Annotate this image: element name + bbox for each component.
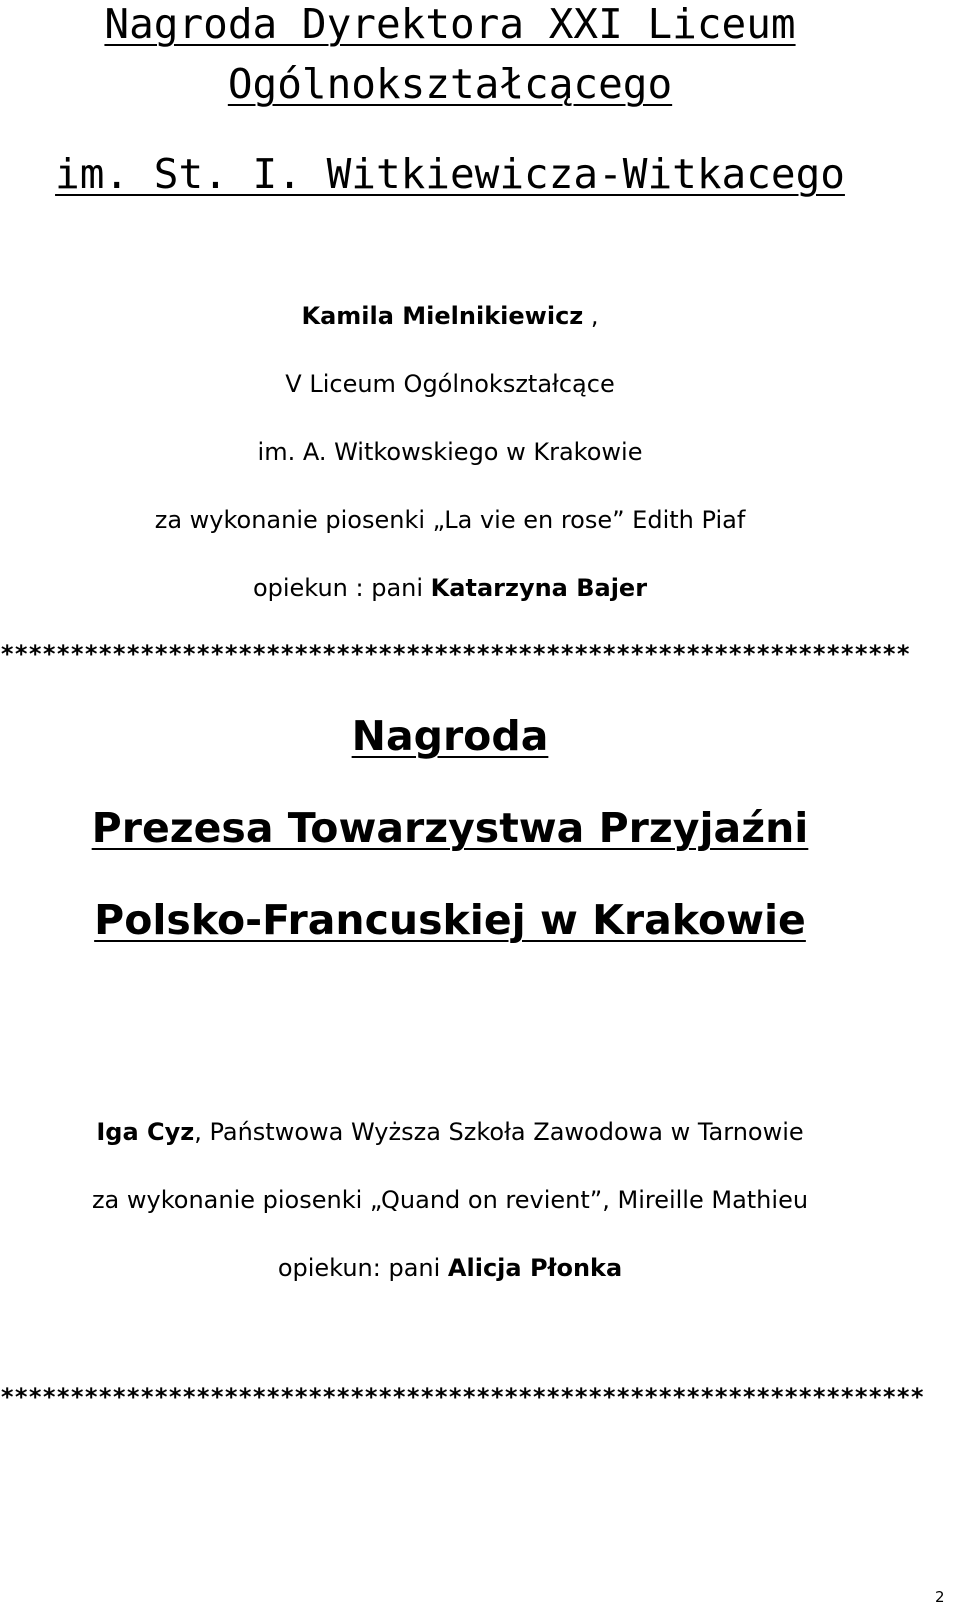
tutor2-line <box>0 1254 900 1282</box>
tutor-prefix: opiekun : pani <box>252 574 431 602</box>
separator-stars-2: ****************************************************************** <box>0 1383 924 1411</box>
page-number: 2 <box>935 1588 945 1606</box>
tutor-line <box>0 574 900 602</box>
school-line-1: V Liceum Ogólnokształcące <box>285 370 615 398</box>
award2-heading-line-2: Prezesa Towarzystwa Przyjaźni <box>91 804 809 852</box>
winner-line <box>0 302 900 330</box>
tutor2-name: Alicja Płonka <box>447 1254 623 1282</box>
separator-stars-1: ***************************************************************** <box>0 640 910 668</box>
winner2-school: , Państwowa Wyższa Szkoła Zawodowa w Tarnowie <box>194 1118 804 1146</box>
tutor-name: Katarzyna Bajer <box>430 574 648 602</box>
school-line-2: im. A. Witkowskiego w Krakowie <box>257 438 643 466</box>
performance2-line: za wykonanie piosenki „Quand on revient”, Mireille Mathieu <box>91 1186 809 1214</box>
award2-heading-line-1: Nagroda <box>351 712 549 760</box>
award2-heading-line-3: Polsko-Francuskiej w Krakowie <box>94 896 806 944</box>
winner2-name: Iga Cyz <box>96 1118 195 1146</box>
performance-line: za wykonanie piosenki „La vie en rose” Edith Piaf <box>154 506 746 534</box>
award-heading-line-1: Nagroda Dyrektora XXI Liceum <box>104 0 796 48</box>
winner2-line <box>0 1118 900 1146</box>
tutor2-prefix: opiekun: pani <box>277 1254 448 1282</box>
winner-separator: , <box>583 302 599 330</box>
winner-name: Kamila Mielnikiewicz <box>301 302 584 330</box>
award-heading-line-2: Ogólnokształcącego <box>227 60 673 108</box>
award-heading-line-3: im. St. I. Witkiewicza-Witkacego <box>55 150 845 198</box>
